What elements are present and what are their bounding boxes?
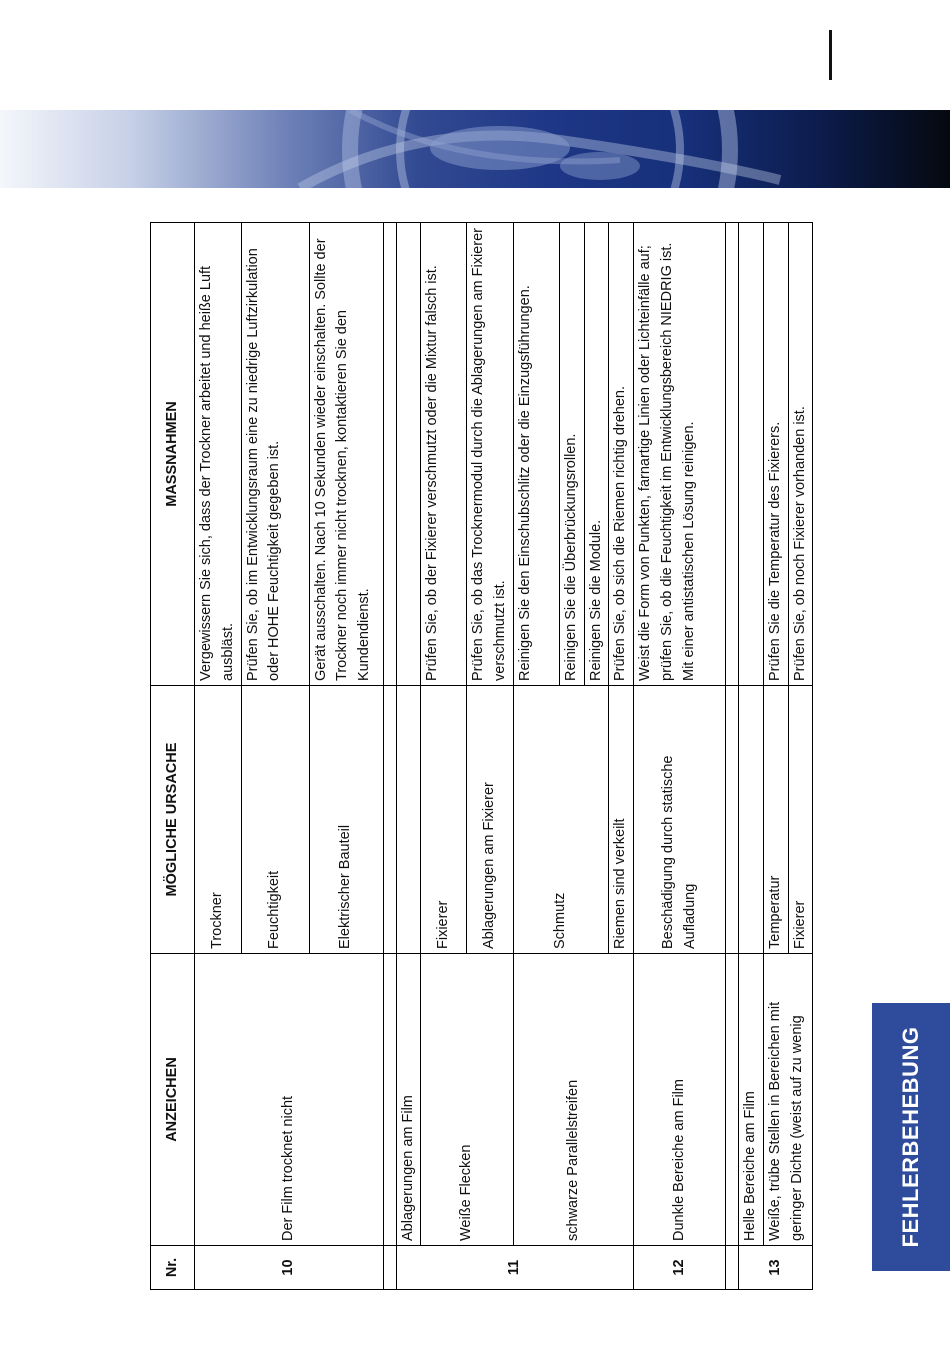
row-spacer xyxy=(383,223,396,1290)
empty-cell xyxy=(396,686,421,954)
remedy-cell: Reinigen Sie den Einschubschlitz oder die Einzugsführungen. xyxy=(513,223,559,686)
remedy-cell: Prüfen Sie die Temperatur des Fixierers. xyxy=(763,223,788,686)
row-number: 10 xyxy=(195,1246,384,1290)
remedy-cell: Prüfen Sie, ob noch Fixierer vorhanden ist. xyxy=(788,223,813,686)
table-row xyxy=(421,223,467,1290)
cause-cell: Schmutz xyxy=(513,686,609,954)
cause-cell: Fixierer xyxy=(788,686,813,954)
remedy-cell: Prüfen Sie, ob der Fixierer verschmutzt oder die Mixtur falsch ist. xyxy=(421,223,467,686)
remedy-cell: Weist die Form von Punkten, farnartige Linien oder Lichteinfälle auf; prüfen Sie, ob die Feuchtigkeit im Entwicklungsbereich NIEDRIG ist. Mit einer antistatischen Lösung reinigen. xyxy=(634,223,726,686)
header-nr: Nr. xyxy=(151,1246,195,1290)
empty-cell xyxy=(739,223,764,686)
symptom-cell: Der Film trocknet nicht xyxy=(195,954,384,1246)
empty-cell xyxy=(396,223,421,686)
symptom-title-cell: Ablagerungen am Film xyxy=(396,954,421,1246)
symptom-cell: schwarze Parallelstreifen xyxy=(513,954,633,1246)
table-row xyxy=(763,223,788,1290)
table-row xyxy=(739,223,764,1290)
cause-cell: Ablagerungen am Fixierer xyxy=(467,686,514,954)
remedy-cell: Prüfen Sie, ob das Trocknermodul durch die Ablagerungen am Fixierer verschmutzt ist. xyxy=(467,223,514,686)
table-row xyxy=(195,223,242,1290)
section-tab xyxy=(872,1003,950,1271)
header-massnahmen: MASSNAHMEN xyxy=(151,223,195,686)
row-number: 11 xyxy=(396,1246,634,1290)
table-row xyxy=(634,223,726,1290)
cause-cell: Fixierer xyxy=(421,686,467,954)
cause-cell: Elektrischer Bauteil xyxy=(309,686,383,954)
section-tab-label: FEHLERBEHEBUNG xyxy=(898,1026,923,1248)
cause-cell: Temperatur xyxy=(763,686,788,954)
remedy-cell: Reinigen Sie die Überbrückungsrollen. xyxy=(559,223,584,686)
row-number: 13 xyxy=(739,1246,813,1290)
cause-cell: Beschädigung durch statische Aufladung xyxy=(634,686,726,954)
remedy-cell: Gerät ausschalten. Nach 10 Sekunden wieder einschalten. Sollte der Trockner noch immer nicht trocknen, kontaktieren Sie den Kundendienst. xyxy=(309,223,383,686)
remedy-cell: Prüfen Sie, ob sich die Riemen richtig drehen. xyxy=(609,223,634,686)
remedy-cell: Prüfen Sie, ob im Entwicklungsraum eine zu niedrige Luftzirkulation oder HOHE Feuchtigkeit gegeben ist. xyxy=(241,223,309,686)
table-header-row xyxy=(151,223,195,1290)
symptom-cell: Weiße Flecken xyxy=(421,954,514,1246)
header-banner xyxy=(0,110,950,188)
header-ursache: MÖGLICHE URSACHE xyxy=(151,686,195,954)
cause-cell: Trockner xyxy=(195,686,242,954)
troubleshooting-table-wrapper xyxy=(150,223,808,1290)
symptom-cell: Weiße, trübe Stellen in Bereichen mit geringer Dichte (weist auf zu wenig xyxy=(763,954,813,1246)
row-number: 12 xyxy=(634,1246,726,1290)
table-row xyxy=(396,223,421,1290)
header-anzeichen: ANZEICHEN xyxy=(151,954,195,1246)
remedy-cell: Reinigen Sie die Module. xyxy=(584,223,609,686)
cause-cell: Riemen sind verkeilt xyxy=(609,686,634,954)
row-spacer xyxy=(726,223,739,1290)
page-marker xyxy=(829,30,832,80)
cause-cell: Feuchtigkeit xyxy=(241,686,309,954)
empty-cell xyxy=(739,686,764,954)
globe-graphic xyxy=(0,110,950,188)
troubleshooting-table xyxy=(150,222,813,1290)
table-row xyxy=(513,223,559,1290)
remedy-cell: Vergewissern Sie sich, dass der Trockner arbeitet und heiße Luft ausbläst. xyxy=(195,223,242,686)
symptom-title-cell: Helle Bereiche am Film xyxy=(739,954,764,1246)
symptom-cell: Dunkle Bereiche am Film xyxy=(634,954,726,1246)
